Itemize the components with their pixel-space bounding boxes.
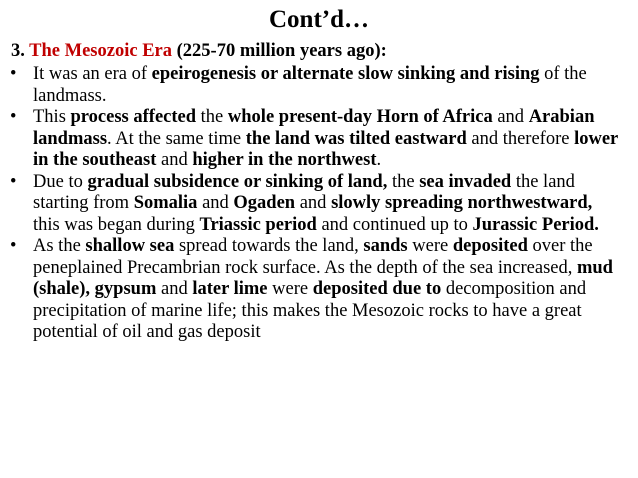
text-run: . At the same time — [107, 128, 246, 149]
text-run: This — [33, 107, 71, 127]
text-run: and therefore — [466, 128, 575, 149]
text-run: the land starting from — [33, 171, 575, 213]
bold-text-run: Somalia — [133, 193, 198, 213]
text-run: decomposition and precipitation of marine life; this makes the Mesozoic rocks to have a great potential of oil and gas deposit — [33, 279, 587, 342]
bold-text-run: the land was tilted eastward — [245, 128, 467, 149]
section-heading — [11, 40, 387, 62]
bold-text-run: mud (shale), gypsum — [33, 257, 613, 299]
bold-text-run: process affected — [70, 107, 197, 127]
text-run: . — [376, 150, 382, 170]
text-run: were — [267, 279, 313, 299]
bold-text-run: higher in the northwest — [192, 150, 377, 170]
bullet-item — [0, 172, 620, 237]
bold-text-run: lower in the southeast — [33, 128, 618, 170]
bold-text-run: epeirogenesis or alternate slow sinking and rising — [151, 64, 540, 84]
bold-text-run: slowly spreading northwestward, — [331, 193, 593, 213]
text-run: and — [197, 193, 234, 213]
bold-text-run: Jurassic Period. — [472, 214, 599, 235]
text-run: spread towards the land, — [174, 236, 364, 256]
bullet-dot-icon: • — [10, 236, 17, 256]
bold-text-run: Arabian landmass — [33, 107, 595, 149]
bold-text-run: Ogaden — [233, 193, 296, 213]
bold-text-run: sea invaded — [419, 171, 512, 192]
text-run: and — [295, 193, 332, 213]
era-name: The Mesozoic Era — [29, 41, 172, 61]
bold-text-run: later lime — [192, 279, 268, 299]
text-run: the — [196, 107, 228, 127]
bold-text-run: gradual subsidence or sinking of land, — [87, 171, 388, 192]
bullet-item — [0, 64, 620, 107]
bold-text-run: deposited — [452, 236, 528, 256]
text-run: and continued up to — [316, 214, 473, 235]
text-run: were — [407, 236, 453, 256]
text-run: and — [156, 279, 193, 299]
bold-text-run: whole present-day Horn of Africa — [227, 107, 493, 127]
era-range: (225-70 million years ago): — [172, 41, 387, 61]
text-run: the — [387, 171, 420, 192]
bullet-item — [0, 107, 620, 172]
bullet-item — [0, 236, 620, 344]
bold-text-run: shallow sea — [85, 236, 175, 256]
text-run: As the — [33, 236, 86, 256]
bold-text-run: sands — [363, 236, 408, 256]
section-number: 3. — [11, 41, 30, 61]
bullet-list — [0, 64, 620, 344]
text-run: and — [156, 150, 193, 170]
bullet-dot-icon: • — [10, 64, 17, 84]
text-run: and — [492, 107, 529, 127]
bold-text-run: Triassic period — [199, 214, 317, 235]
bullet-dot-icon: • — [10, 107, 17, 127]
text-run: over the peneplained Precambrian rock surface. As the depth of the sea increased, — [33, 236, 593, 278]
bullet-dot-icon: • — [10, 171, 17, 192]
slide-title: Cont’d… — [268, 6, 369, 33]
text-run: of the landmass. — [33, 64, 587, 106]
bold-text-run: deposited due to — [312, 279, 442, 299]
text-run: Due to — [33, 171, 88, 192]
text-run: It was an era of — [33, 64, 152, 84]
text-run: this was began during — [33, 214, 200, 235]
